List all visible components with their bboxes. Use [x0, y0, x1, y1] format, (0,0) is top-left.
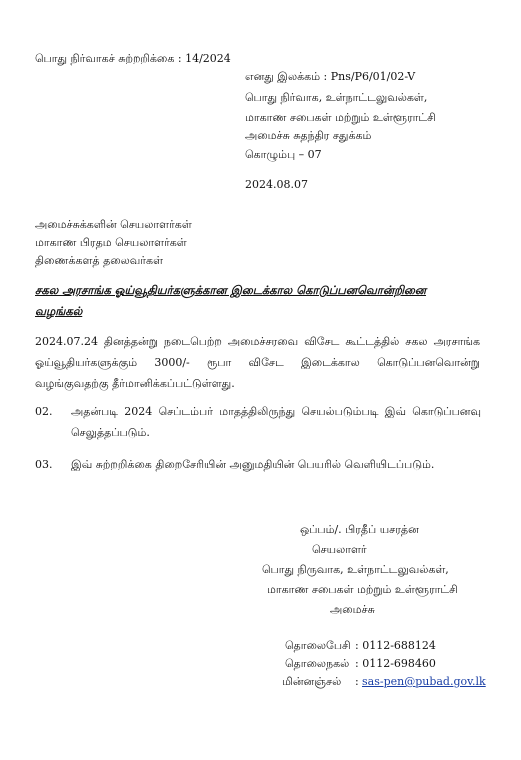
reference-number: எனது இலக்கம் : Pns/P6/01/02-V: [245, 70, 416, 83]
signatory-title: செயலாளர்: [312, 543, 367, 556]
circular-number: பொது நிர்வாகச் சுற்றறிக்கை : 14/2024: [35, 52, 231, 65]
issuer-line-3: அமைச்சு சுதந்திர சதுக்கம்: [245, 129, 372, 142]
signatory-ministry-2: மாகாண சபைகள் மற்றும் உள்ளூராட்சி: [267, 583, 458, 596]
paragraph-3-number: 03.: [35, 458, 53, 471]
signed-by: ஒப்பம்/. பிரதீப் யசரத்ன: [300, 523, 419, 536]
phone-number: : 0112-688124: [355, 639, 436, 652]
issuer-line-2: மாகாண சபைகள் மற்றும் உள்ளூராட்சி: [245, 111, 436, 124]
paragraph-1: 2024.07.24 தினத்தன்று நடைபெற்ற அமைச்சரவை விசேட கூட்டத்தில் சகல அரசாங்க ஓய்வூதியர்களுக்கும் 3000/- ரூபா விசேட இடைக்கால கொடுப்பனவொன்று வழங்குவதற்கு தீர்மானிக்கப்பட்டுள்ளது.: [35, 335, 480, 390]
paragraph-3: இவ் சுற்றறிக்கை திறைசேரியின் அனுமதியின் பெயரில் வெளியிடப்படும்.: [71, 458, 435, 471]
recipient-2: மாகாண பிரதம செயலாளர்கள்: [35, 236, 187, 249]
email-link[interactable]: sas-pen@pubad.gov.lk: [362, 675, 486, 688]
fax-label: தொலைநகல்: [285, 657, 350, 670]
email-separator: :: [355, 675, 359, 688]
recipient-3: திணைக்களத் தலைவர்கள்: [35, 254, 164, 267]
issuer-line-4: கொழும்பு – 07: [245, 148, 322, 161]
issuer-line-1: பொது நிர்வாக, உள்நாட்டலுவல்கள்,: [245, 91, 428, 104]
subject-heading: சகல அரசாங்க ஓய்வூதியர்களுக்கான இடைக்கால கொடுப்பனவொன்றினை வழங்கல்: [35, 283, 427, 318]
fax-number: : 0112-698460: [355, 657, 436, 670]
letter-date: 2024.08.07: [245, 178, 308, 191]
signatory-ministry-3: அமைச்சு: [330, 603, 375, 616]
recipient-1: அமைச்சுக்களின் செயலாளர்கள்: [35, 218, 192, 231]
signatory-ministry-1: பொது நிருவாக, உள்நாட்டலுவல்கள்,: [262, 563, 449, 576]
phone-label: தொலைபேசி: [285, 639, 351, 652]
paragraph-2: அதன்படி 2024 செப்டம்பர் மாதத்திலிருந்து செயல்படும்படி இவ் கொடுப்பனவு செலுத்தப்படும்.: [71, 405, 481, 439]
email-label: மின்னஞ்சல்: [282, 675, 342, 688]
paragraph-2-number: 02.: [35, 405, 53, 418]
